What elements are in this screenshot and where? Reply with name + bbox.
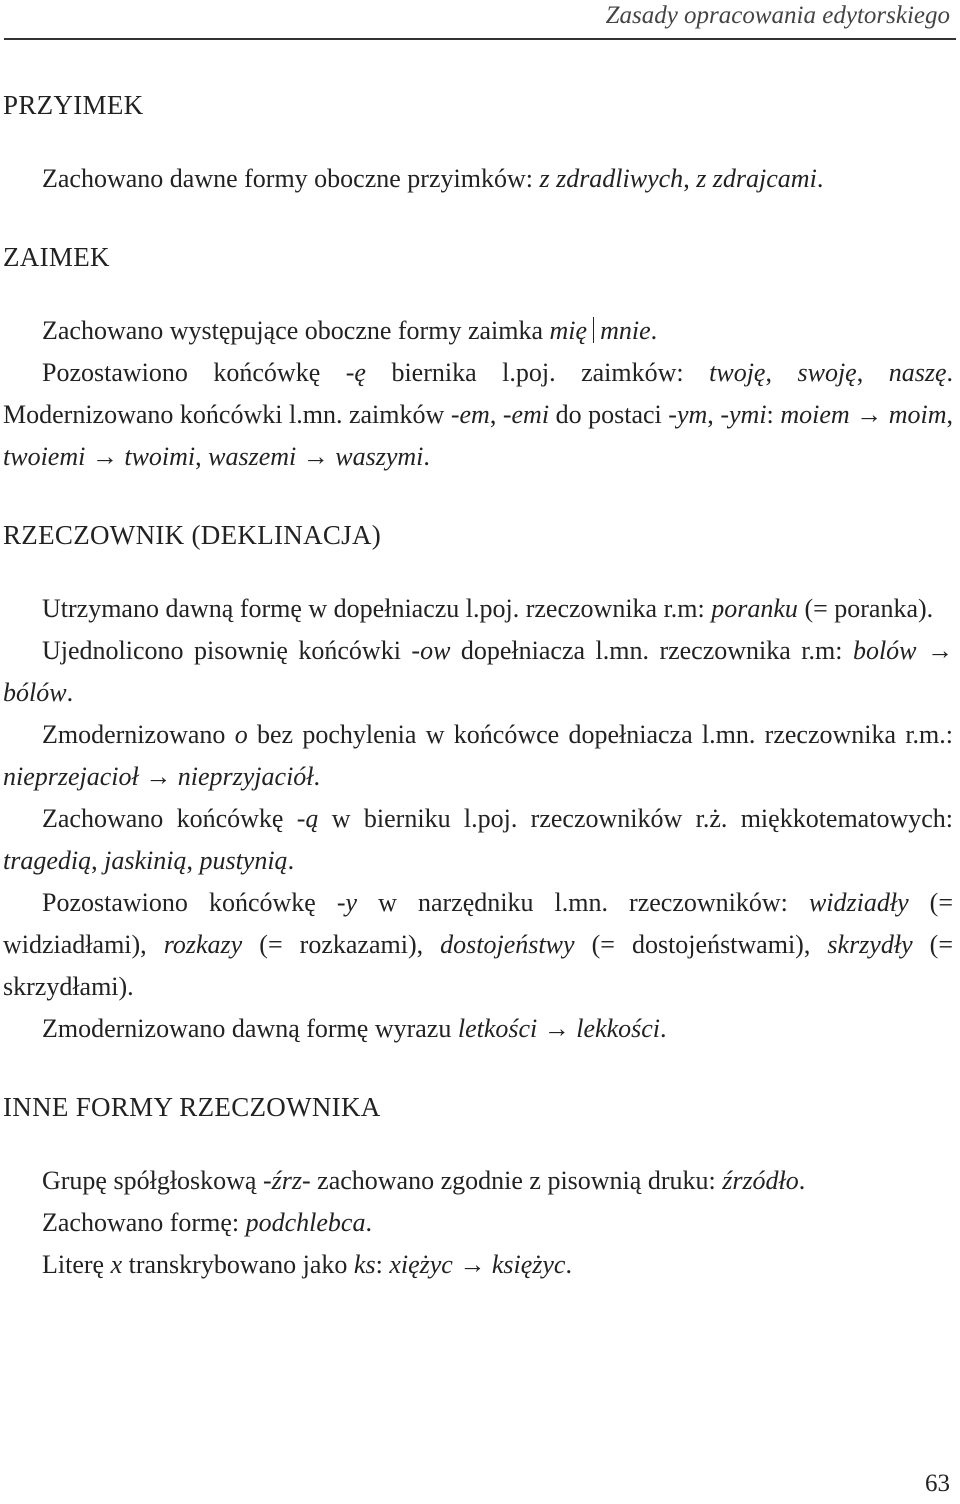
italic-form: podchlebca — [245, 1208, 366, 1237]
italic-form: ow — [420, 636, 451, 665]
text-run: Pozostawiono końcówkę - — [42, 888, 346, 917]
italic-form: tragedią — [3, 846, 92, 875]
italic-form: dostojeństwy — [440, 930, 575, 959]
italic-form: ym — [676, 400, 708, 429]
text-run: . — [798, 1166, 806, 1195]
italic-form: nieprzejacioł — [3, 762, 139, 791]
italic-form: nieprzyjaciół — [177, 762, 314, 791]
text-run: . — [313, 762, 321, 791]
page-number: 63 — [925, 1470, 950, 1497]
paragraph — [3, 714, 953, 798]
italic-form: naszę — [888, 358, 947, 387]
text-run: → — [537, 1014, 577, 1043]
italic-form: pustynią — [199, 846, 288, 875]
italic-form: jaskinią — [104, 846, 187, 875]
paragraph — [3, 1244, 953, 1286]
italic-form: ymi — [729, 400, 767, 429]
section-heading: INNE FORMY RZECZOWNIKA — [3, 1092, 381, 1122]
text-run: . — [365, 1208, 372, 1237]
italic-form: letkości — [457, 1014, 538, 1043]
text-run: → — [849, 400, 889, 429]
text-run: Zachowano końcówkę - — [42, 804, 306, 833]
italic-form: bólów — [3, 678, 67, 707]
italic-form: moiem — [780, 400, 850, 429]
text-run: → — [452, 1250, 492, 1279]
text-run: Utrzymano dawną formę w dopełniaczu l.poj. rzeczownika r.m: — [42, 594, 712, 623]
paragraph — [3, 1008, 953, 1050]
text-run: , — [195, 442, 209, 471]
text-run: . — [816, 164, 824, 193]
italic-form: ę — [354, 358, 366, 387]
italic-form: swoję — [797, 358, 857, 387]
paragraph — [3, 352, 953, 478]
text-run: Zachowano formę: — [42, 1208, 246, 1237]
text-run: (= rozkazami), — [242, 930, 441, 959]
text-run: , - — [489, 400, 512, 429]
italic-form: twoimi — [124, 442, 196, 471]
text-run: . — [287, 846, 295, 875]
text-run: → — [296, 442, 336, 471]
text-run: bez pochylenia w końcówce dopełniacza l.mn. rzeczownika r.m.: — [247, 720, 953, 749]
running-head: Zasady opracowania edytorskiego — [605, 2, 950, 29]
text-run: (= poranka). — [797, 594, 934, 623]
section-heading: PRZYIMEK — [3, 90, 144, 120]
text-run: Zachowano występujące oboczne formy zaimka — [42, 316, 550, 345]
text-run: Grupę spółgłoskową - — [42, 1166, 272, 1195]
text-run: dopełniacza l.mn. rzeczownika r.m: — [450, 636, 853, 665]
italic-form: lekkości — [576, 1014, 660, 1043]
text-run: , — [683, 164, 697, 193]
text-run: → — [85, 442, 125, 471]
italic-form: waszemi — [208, 442, 297, 471]
italic-form: źrzódło — [722, 1166, 799, 1195]
text-run: Zmodernizowano dawną formę wyrazu — [42, 1014, 458, 1043]
text-run: (= dostojeństwami), — [574, 930, 828, 959]
text-run: , — [186, 846, 200, 875]
text-run: , — [946, 400, 953, 429]
text-run: (= widziadłami), — [3, 888, 953, 959]
italic-form: ą — [305, 804, 319, 833]
italic-form: źrz — [271, 1166, 302, 1195]
page-content — [3, 84, 953, 1286]
text-run: : — [375, 1250, 390, 1279]
text-run: Zachowano dawne formy oboczne przyimków: — [42, 164, 540, 193]
text-run: , — [856, 358, 889, 387]
text-run: → — [138, 762, 178, 791]
text-run: (= skrzydłami). — [3, 930, 953, 1001]
italic-form: xiężyc — [389, 1250, 453, 1279]
italic-form: emi — [511, 400, 550, 429]
italic-form: em — [459, 400, 490, 429]
italic-form: twoiemi — [3, 442, 86, 471]
italic-form: rozkazy — [163, 930, 243, 959]
italic-form: mię — [549, 316, 588, 345]
italic-form: twoję — [709, 358, 766, 387]
text-run: biernika l.poj. zaimków: — [365, 358, 710, 387]
italic-form: x — [110, 1250, 123, 1279]
paragraph — [3, 1202, 953, 1244]
italic-form: poranku — [711, 594, 798, 623]
paragraph — [3, 158, 953, 200]
text-run: , — [765, 358, 798, 387]
italic-form: z zdradliwych — [539, 164, 684, 193]
paragraph — [3, 588, 953, 630]
text-run: w narzędniku l.mn. rzeczowników: — [357, 888, 809, 917]
italic-form: z zdrajcami — [696, 164, 817, 193]
text-run: . — [66, 678, 74, 707]
section-heading: RZECZOWNIK (DEKLINACJA) — [3, 520, 382, 550]
italic-form: księżyc — [491, 1250, 566, 1279]
text-run: → — [916, 636, 954, 665]
italic-form: widziadły — [808, 888, 909, 917]
text-run: , - — [707, 400, 729, 429]
text-run: Zmodernizowano — [42, 720, 235, 749]
paragraph — [3, 882, 953, 1008]
text-run: w bierniku l.poj. rzeczowników r.ż. miękkotematowych: — [318, 804, 953, 833]
paragraph — [3, 310, 953, 352]
text-run: . — [423, 442, 430, 471]
text-run: Pozostawiono końcówkę - — [42, 358, 355, 387]
text-run: transkrybowano jako — [122, 1250, 354, 1279]
italic-form: mnie — [600, 316, 651, 345]
text-run: Literę — [42, 1250, 111, 1279]
text-run: do postaci - — [549, 400, 677, 429]
italic-form: moim — [888, 400, 947, 429]
text-run: . Modernizowano końcówki l.mn. zaimków - — [3, 358, 954, 429]
text-run: . — [660, 1014, 667, 1043]
italic-form: y — [345, 888, 358, 917]
text-run: , — [91, 846, 105, 875]
italic-form: bolów — [852, 636, 917, 665]
text-run: : — [766, 400, 781, 429]
italic-form: o — [234, 720, 248, 749]
section-heading: ZAIMEK — [3, 242, 110, 272]
text-run: Ujednolicono pisownię końcówki - — [42, 636, 421, 665]
text-run: - zachowano zgodnie z pisownią druku: — [302, 1166, 723, 1195]
paragraph — [3, 1160, 953, 1202]
italic-form: waszymi — [335, 442, 424, 471]
text-run: . — [650, 316, 658, 345]
italic-form: skrzydły — [827, 930, 913, 959]
paragraph — [3, 798, 953, 882]
header-rule — [4, 38, 956, 40]
separator-bar — [593, 317, 594, 343]
italic-form: ks — [353, 1250, 376, 1279]
text-run: . — [565, 1250, 572, 1279]
paragraph — [3, 630, 953, 714]
